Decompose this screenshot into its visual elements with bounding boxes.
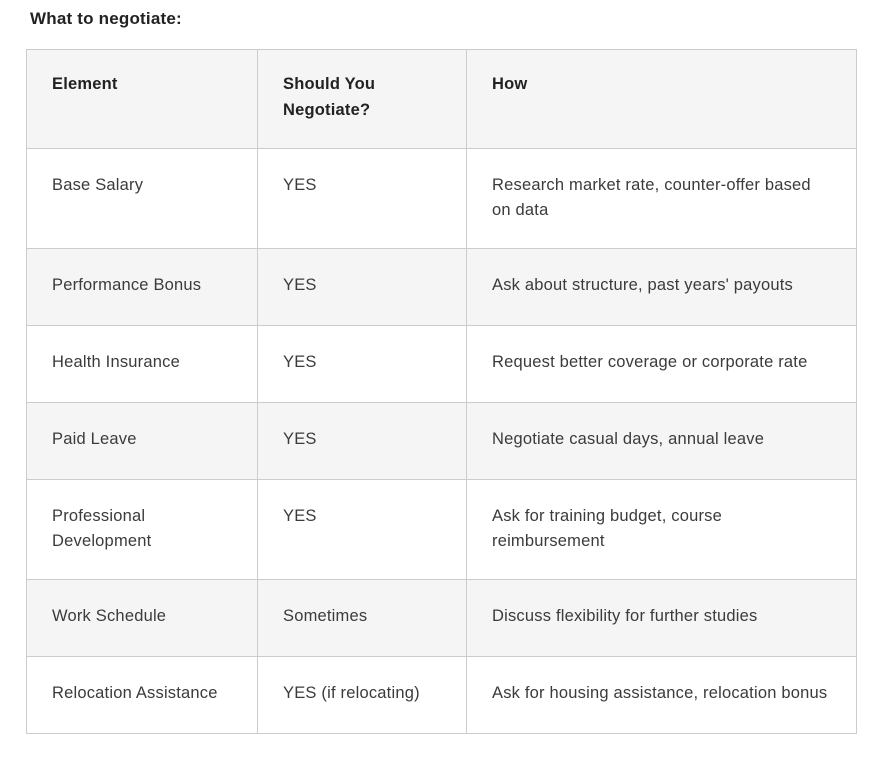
cell-negotiate: YES (258, 325, 467, 402)
cell-negotiate: YES (258, 402, 467, 479)
cell-negotiate: YES (258, 148, 467, 248)
cell-element: Relocation Assistance (27, 656, 258, 733)
cell-negotiate: YES (258, 248, 467, 325)
table-header (27, 50, 857, 148)
table-row (27, 579, 857, 656)
table-row (27, 402, 857, 479)
cell-how: Discuss flexibility for further studies (467, 579, 857, 656)
cell-negotiate: Sometimes (258, 579, 467, 656)
cell-element: Base Salary (27, 148, 258, 248)
cell-negotiate: YES (if relocating) (258, 656, 467, 733)
cell-negotiate: YES (258, 479, 467, 579)
cell-element: Paid Leave (27, 402, 258, 479)
cell-element: Work Schedule (27, 579, 258, 656)
cell-how: Research market rate, counter-offer based on data (467, 148, 857, 248)
table-row (27, 325, 857, 402)
table-row (27, 479, 857, 579)
table-body (27, 148, 857, 733)
cell-element: Performance Bonus (27, 248, 258, 325)
table-row (27, 248, 857, 325)
cell-how: Ask about structure, past years' payouts (467, 248, 857, 325)
cell-how: Ask for training budget, course reimbursement (467, 479, 857, 579)
header-cell-how: How (467, 50, 857, 148)
cell-element: Health Insurance (27, 325, 258, 402)
cell-how: Request better coverage or corporate rate (467, 325, 857, 402)
cell-element: Professional Development (27, 479, 258, 579)
header-cell-element: Element (27, 50, 258, 148)
header-cell-negotiate: Should You Negotiate? (258, 50, 467, 148)
cell-how: Negotiate casual days, annual leave (467, 402, 857, 479)
table-row (27, 656, 857, 733)
table-row (27, 148, 857, 248)
header-row (27, 50, 857, 148)
page-title: What to negotiate: (30, 9, 182, 28)
negotiation-table (26, 49, 857, 733)
cell-how: Ask for housing assistance, relocation bonus (467, 656, 857, 733)
